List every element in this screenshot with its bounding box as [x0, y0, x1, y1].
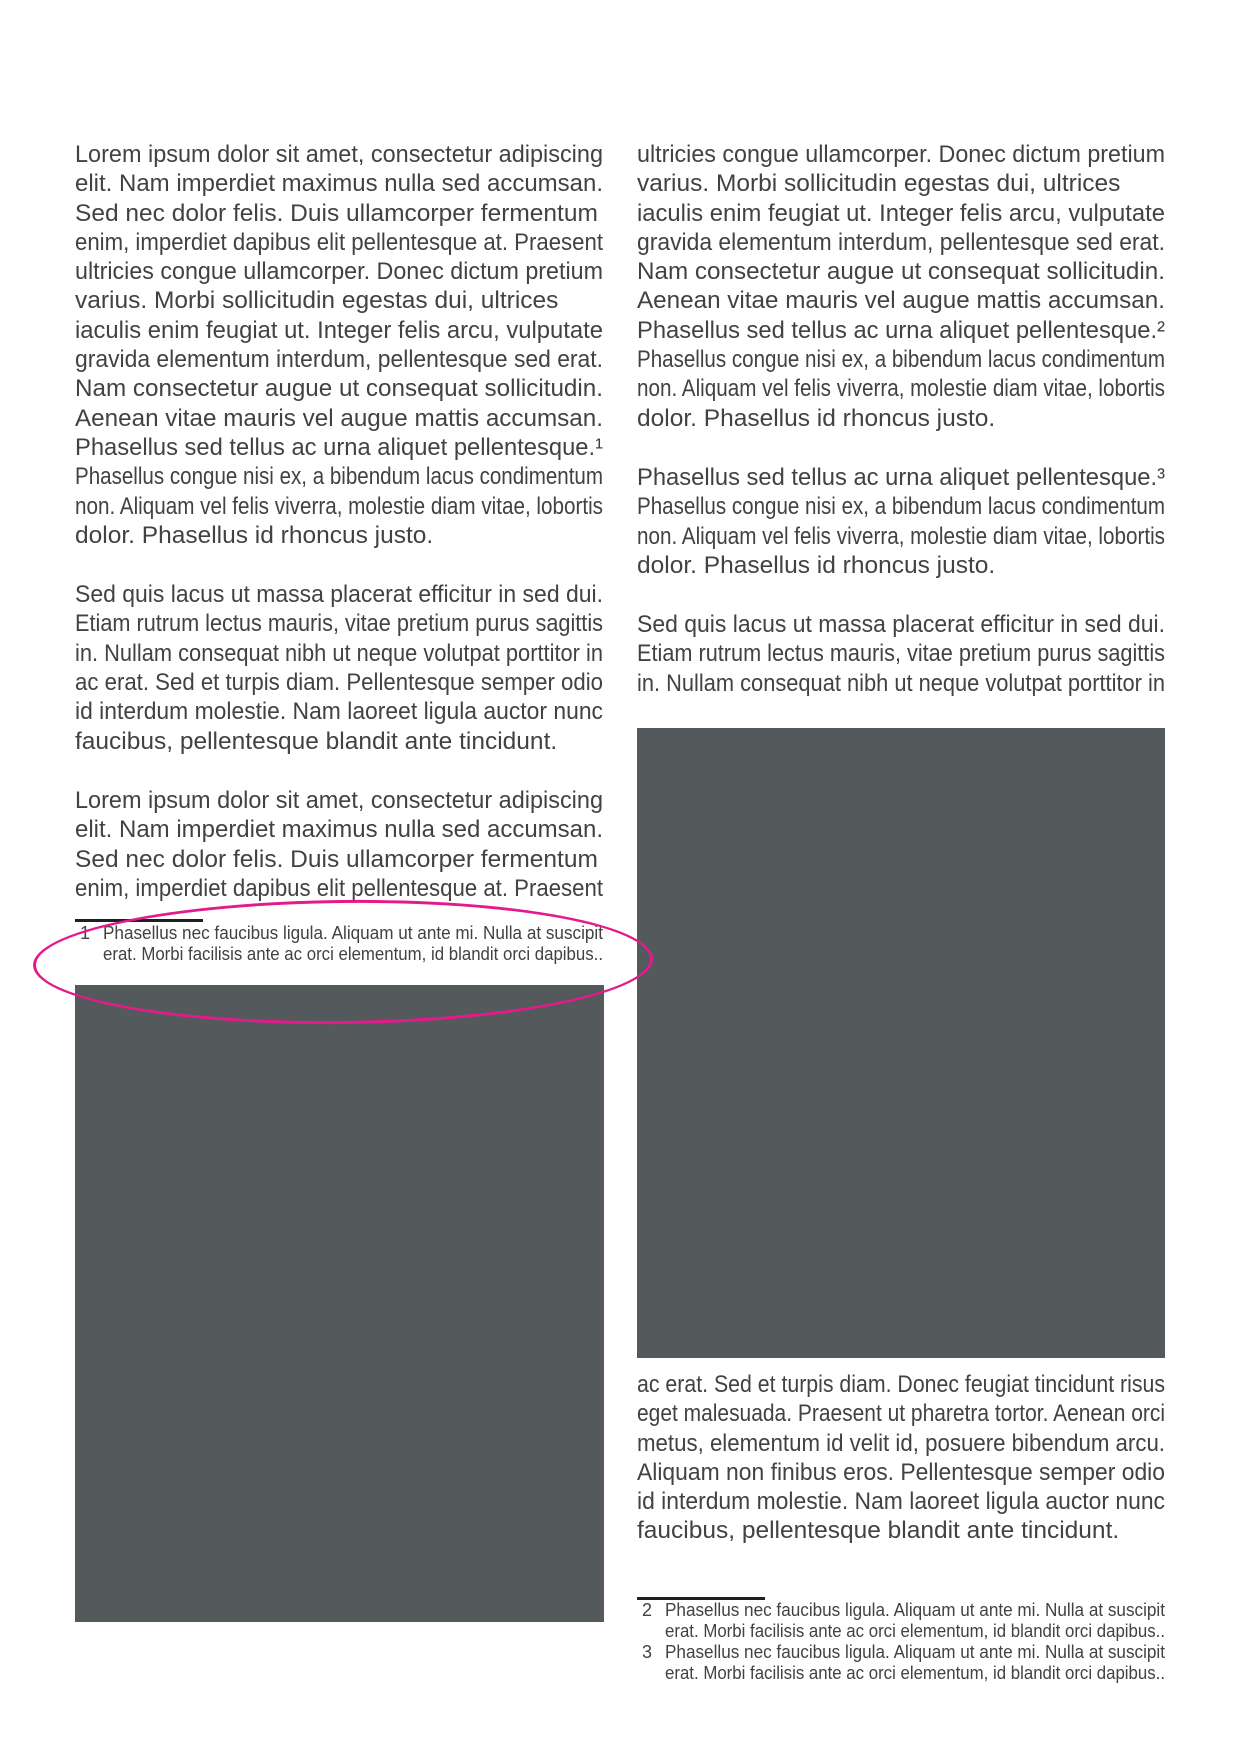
text-line: Sed nec dolor felis. Duis ullamcorper fermentum [75, 845, 598, 873]
right-column-top [637, 140, 1165, 728]
footnote [637, 1600, 1165, 1642]
text-line: dolor. Phasellus id rhoncus justo. [75, 521, 434, 549]
text-line: ultricies congue ullamcorper. Donec dictum pretium [75, 258, 603, 286]
text-line: dolor. Phasellus id rhoncus justo. [637, 551, 996, 579]
text-line: Nam consectetur augue ut consequat sollicitudin. [637, 258, 1165, 286]
footnote-line: erat. Morbi facilisis ante ac orci elementum, id blandit orci dapibus.. [665, 1621, 1165, 1641]
paragraph [75, 786, 603, 903]
text-line: faucibus, pellentesque blandit ante tincidunt. [637, 1517, 1120, 1545]
text-line: varius. Morbi sollicitudin egestas dui, ultrices [75, 287, 559, 315]
footnote-line: Phasellus nec faucibus ligula. Aliquam ut ante mi. Nulla at suscipit [665, 1642, 1165, 1662]
image-placeholder-left[interactable] [75, 985, 604, 1622]
text-line: Etiam rutrum lectus mauris, vitae pretium purus sagittis [75, 610, 603, 638]
footnote-area-right [637, 1600, 1165, 1684]
text-line: metus, elementum id velit id, posuere bibendum arcu. [637, 1429, 1165, 1457]
footnote [637, 1642, 1165, 1684]
text-line: Nam consectetur augue ut consequat sollicitudin. [75, 375, 603, 403]
text-line: Lorem ipsum dolor sit amet, consectetur adipiscing [75, 141, 603, 168]
paragraph [75, 580, 603, 756]
text-line: Lorem ipsum dolor sit amet, consectetur adipiscing [75, 786, 603, 814]
text-line: ac erat. Sed et turpis diam. Donec feugiat tincidunt risus [637, 1371, 1165, 1398]
text-line: Aliquam non finibus eros. Pellentesque semper odio [637, 1458, 1165, 1486]
text-line: elit. Nam imperdiet maximus nulla sed accumsan. [75, 170, 603, 198]
text-line: Phasellus congue nisi ex, a bibendum lacus condimentum [637, 346, 1165, 374]
text-line: enim, imperdiet dapibus elit pellentesque at. Praesent [75, 228, 603, 256]
paragraph [637, 140, 1165, 433]
text-line: Aenean vitae mauris vel augue mattis accumsan. [75, 404, 603, 432]
text-line: varius. Morbi sollicitudin egestas dui, ultrices [637, 170, 1121, 198]
footnote-number: 2 [642, 1600, 653, 1620]
text-line: Aenean vitae mauris vel augue mattis accumsan. [637, 287, 1165, 315]
text-line: id interdum molestie. Nam laoreet ligula auctor nunc [75, 698, 603, 726]
text-line: non. Aliquam vel felis viverra, molestie diam vitae, lobortis [637, 375, 1165, 403]
footnote-line: Phasellus nec faucibus ligula. Aliquam ut ante mi. Nulla at suscipit [665, 1600, 1165, 1620]
paragraph [637, 610, 1165, 698]
text-line: Sed quis lacus ut massa placerat efficitur in sed dui. [637, 611, 1165, 639]
text-line: Phasellus sed tellus ac urna aliquet pellentesque.¹ [75, 433, 603, 461]
text-line: Phasellus sed tellus ac urna aliquet pellentesque.² [637, 316, 1165, 344]
text-line: ac erat. Sed et turpis diam. Pellentesque semper odio [75, 669, 603, 697]
text-line: id interdum molestie. Nam laoreet ligula auctor nunc [637, 1488, 1165, 1516]
footnote-line: erat. Morbi facilisis ante ac orci elementum, id blandit orci dapibus.. [665, 1663, 1165, 1683]
text-line: iaculis enim feugiat ut. Integer felis arcu, vulputate [637, 199, 1165, 227]
footnote-number: 3 [642, 1642, 653, 1662]
text-line: faucibus, pellentesque blandit ante tincidunt. [75, 727, 558, 755]
text-line: gravida elementum interdum, pellentesque sed erat. [637, 228, 1165, 256]
text-line: Phasellus congue nisi ex, a bibendum lacus condimentum [637, 493, 1165, 521]
image-placeholder-right[interactable] [637, 728, 1165, 1358]
paragraph [637, 463, 1165, 580]
footnote-line: erat. Morbi facilisis ante ac orci elementum, id blandit orci dapibus.. [103, 944, 603, 964]
text-line: Phasellus sed tellus ac urna aliquet pellentesque.³ [637, 463, 1165, 491]
text-line: gravida elementum interdum, pellentesque sed erat. [75, 346, 603, 374]
text-line: Etiam rutrum lectus mauris, vitae pretium purus sagittis [637, 640, 1165, 668]
text-line: ultricies congue ullamcorper. Donec dictum pretium [637, 141, 1165, 168]
text-line: Sed quis lacus ut massa placerat efficitur in sed dui. [75, 581, 603, 609]
footnote-number: 1 [80, 923, 91, 943]
paragraph [75, 140, 603, 550]
text-line: enim, imperdiet dapibus elit pellentesque at. Praesent [75, 874, 603, 902]
text-line: non. Aliquam vel felis viverra, molestie diam vitae, lobortis [637, 522, 1165, 550]
text-line: elit. Nam imperdiet maximus nulla sed accumsan. [75, 816, 603, 844]
text-line: in. Nullam consequat nibh ut neque volutpat porttitor in [637, 669, 1165, 697]
text-line: dolor. Phasellus id rhoncus justo. [637, 404, 996, 432]
text-line: non. Aliquam vel felis viverra, molestie diam vitae, lobortis [75, 492, 603, 520]
left-column [75, 140, 603, 933]
text-line: Sed nec dolor felis. Duis ullamcorper fermentum [75, 199, 598, 227]
text-line: Phasellus congue nisi ex, a bibendum lacus condimentum [75, 463, 603, 491]
text-line: iaculis enim feugiat ut. Integer felis arcu, vulputate [75, 316, 603, 344]
right-column-bottom [637, 1370, 1165, 1576]
text-line: eget malesuada. Praesent ut pharetra tortor. Aenean orci [637, 1400, 1165, 1428]
paragraph [637, 1370, 1165, 1546]
text-line: in. Nullam consequat nibh ut neque volutpat porttitor in [75, 639, 603, 667]
footnote-line: Phasellus nec faucibus ligula. Aliquam ut ante mi. Nulla at suscipit [103, 923, 603, 943]
